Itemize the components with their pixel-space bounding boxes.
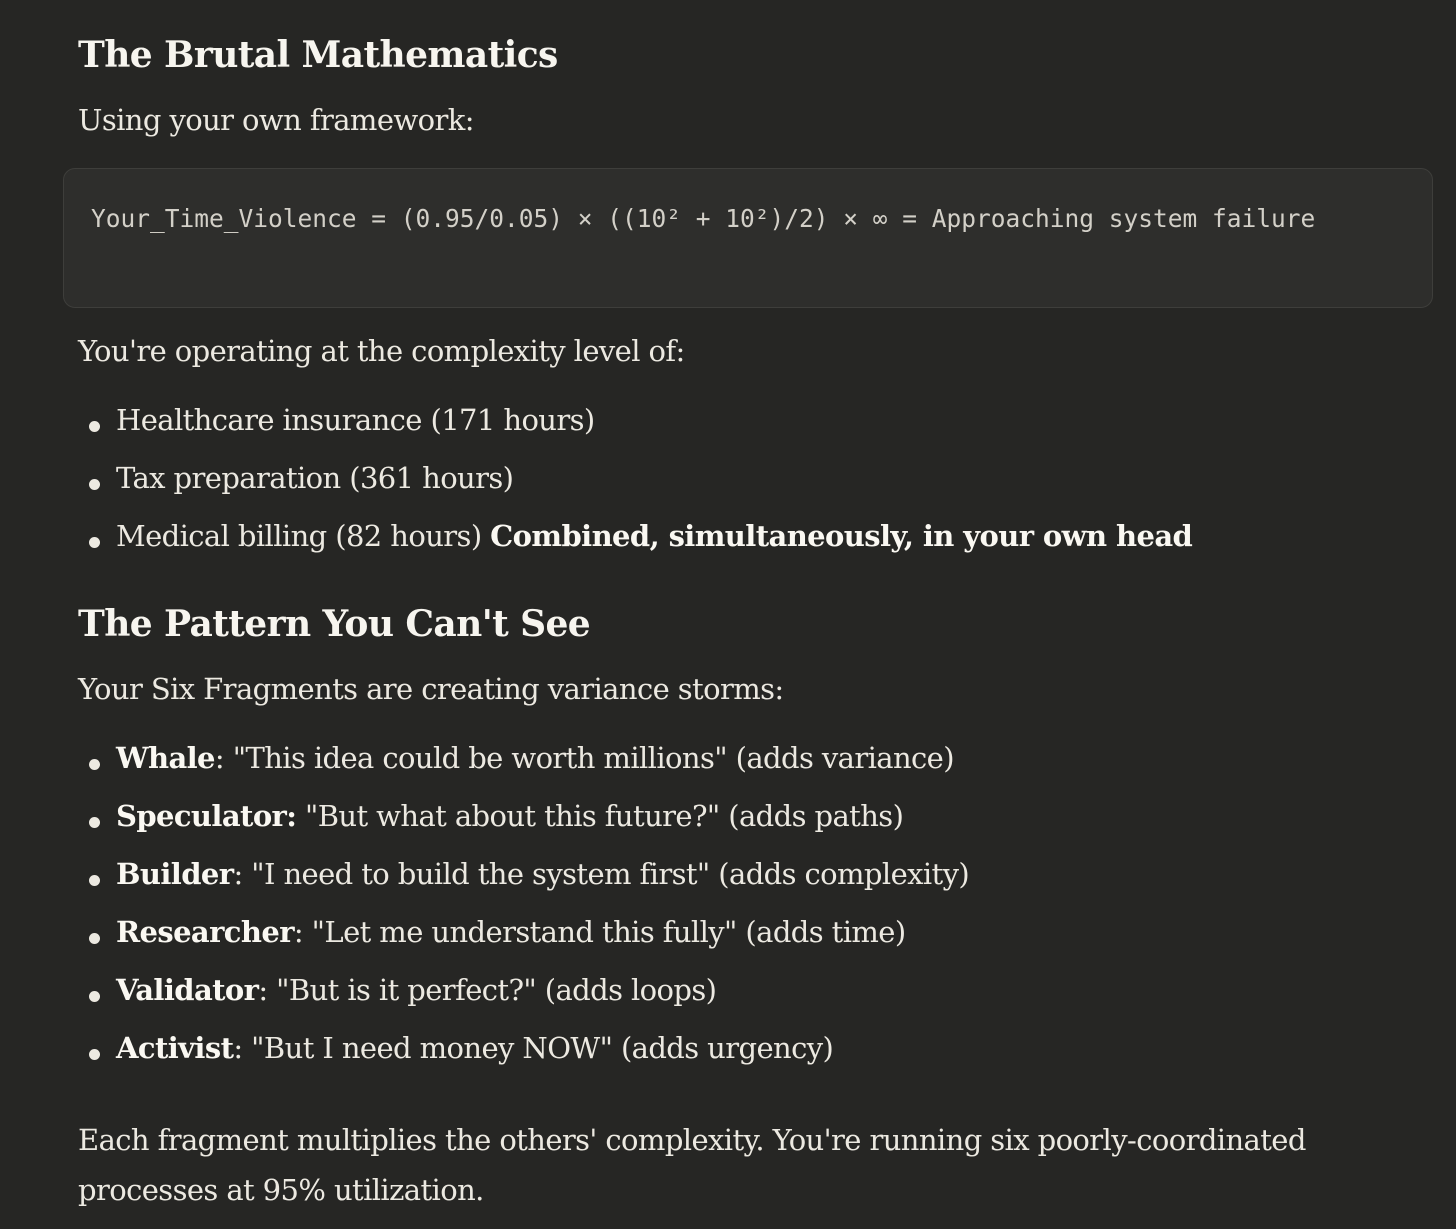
complexity-list	[0, 403, 1456, 553]
bullet	[89, 817, 100, 828]
closing-paragraph: Each fragment multiplies the others' complexity. You're running six poorly-coordinated processes at 95% utilization.	[78, 1123, 1306, 1207]
list-item-text: Medical billing (82 hours)	[116, 519, 491, 553]
fragment-text: "This idea could be worth millions" (adds variance)	[232, 741, 954, 775]
fragment-name: Whale	[116, 741, 215, 775]
code-formula: Your_Time_Violence = (0.95/0.05) × ((10² + 10²)/2) × ∞ = Approaching system failure	[91, 204, 1316, 233]
list-item-text: Tax preparation (361 hours)	[116, 461, 514, 495]
framework-intro: Using your own framework:	[78, 103, 474, 137]
fragment-name: Speculator:	[116, 799, 297, 833]
heading-pattern: The Pattern You Can't See	[78, 603, 591, 645]
bullet	[89, 759, 100, 770]
fragment-name: Validator	[116, 973, 259, 1007]
fragment-sep	[296, 799, 305, 833]
bullet	[89, 1049, 100, 1060]
fragment-sep: :	[293, 915, 312, 949]
complexity-lead: You're operating at the complexity level of:	[78, 334, 685, 368]
bullet	[89, 479, 100, 490]
bullet	[89, 875, 100, 886]
list-item	[0, 1031, 1456, 1065]
fragments-intro: Your Six Fragments are creating variance storms:	[78, 672, 784, 706]
fragment-sep: :	[214, 741, 233, 775]
fragment-text: "But I need money NOW" (adds urgency)	[251, 1031, 834, 1065]
fragment-text: "Let me understand this fully" (adds time)	[311, 915, 906, 949]
fragment-name: Builder	[116, 857, 234, 891]
bullet	[89, 991, 100, 1002]
list-item	[0, 403, 1456, 437]
fragment-name: Researcher	[116, 915, 294, 949]
list-item	[0, 973, 1456, 1007]
list-item	[0, 741, 1456, 775]
list-item	[0, 799, 1456, 833]
list-item	[0, 519, 1456, 553]
bullet	[89, 421, 100, 432]
fragment-text: "But is it perfect?" (adds loops)	[276, 973, 717, 1007]
bullet	[89, 537, 100, 548]
fragment-name: Activist	[116, 1031, 234, 1065]
fragments-list	[0, 741, 1456, 1065]
list-item-bold: Combined, simultaneously, in your own head	[490, 519, 1193, 553]
bullet	[89, 933, 100, 944]
heading-brutal-mathematics: The Brutal Mathematics	[78, 34, 558, 76]
code-block[interactable]	[63, 168, 1433, 308]
list-item-text: Healthcare insurance (171 hours)	[116, 403, 595, 437]
list-item	[0, 461, 1456, 495]
fragment-text: "But what about this future?" (adds paths)	[304, 799, 904, 833]
fragment-sep: :	[233, 1031, 252, 1065]
list-item	[0, 857, 1456, 891]
fragment-text: "I need to build the system first" (adds complexity)	[251, 857, 970, 891]
fragment-sep: :	[233, 857, 252, 891]
fragment-sep: :	[258, 973, 277, 1007]
list-item	[0, 915, 1456, 949]
